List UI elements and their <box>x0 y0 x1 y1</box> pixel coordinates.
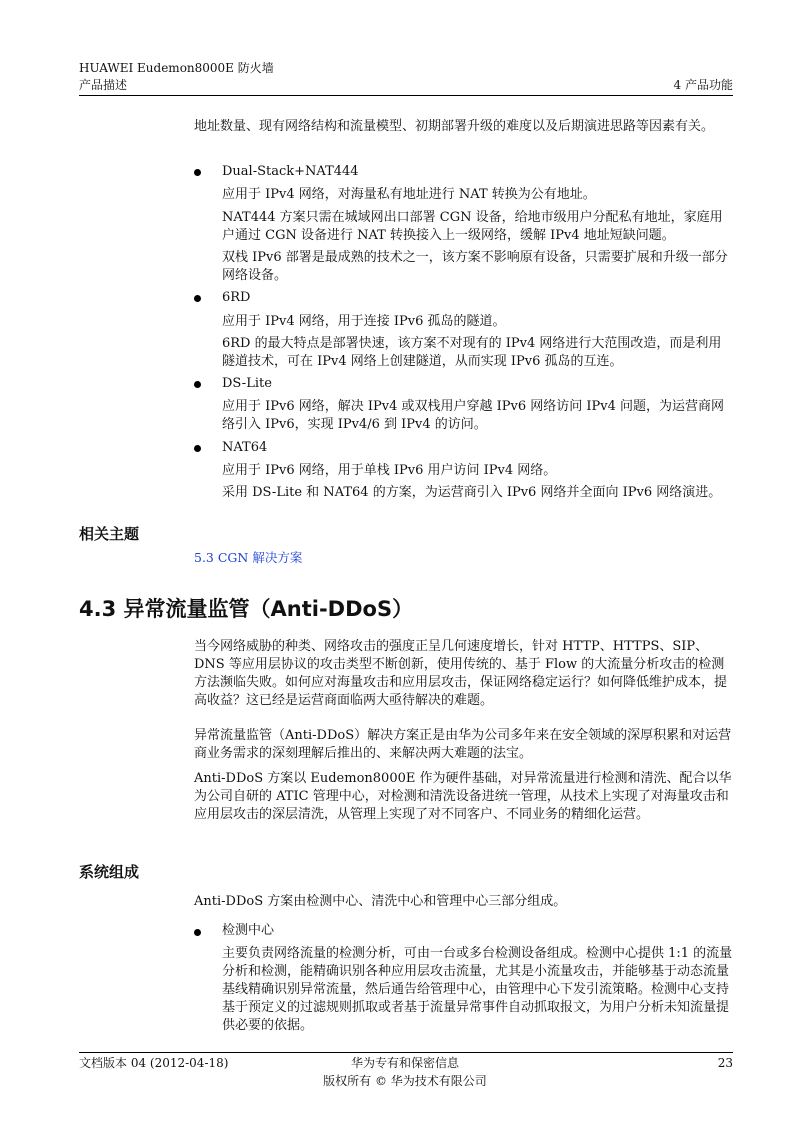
related-topics-heading: 相关主题 <box>79 525 140 543</box>
system-intro: Anti-DDoS 方案由检测中心、清洗中心和管理中心三部分组成。 <box>194 894 567 909</box>
bullet-dot <box>194 445 201 452</box>
footer-copyright: 版权所有 © 华为技术有限公司 <box>323 1074 487 1088</box>
bullet-title-ds-lite: DS-Lite <box>222 376 272 391</box>
bullet-paragraph: 应用于 IPv6 网络，解决 IPv4 或双栈用户穿越 IPv6 网络访问 IPv4 问题，为运营商网络引入 IPv6，实现 IPv4/6 到 IPv4 的访问。 <box>222 399 725 432</box>
header-doc-type: 产品描述 <box>79 78 128 92</box>
bullet-dot <box>194 929 201 936</box>
bullet-dot <box>194 295 201 302</box>
header-chapter: 4 产品功能 <box>673 78 733 92</box>
footer-page-number: 23 <box>717 1056 733 1070</box>
bullet-paragraph: 采用 DS-Lite 和 NAT64 的方案，为运营商引入 IPv6 网络并全面向 IPv6 网络演进。 <box>222 485 722 500</box>
footer-rule <box>79 1052 733 1053</box>
bullet-paragraph: 主要负责网络流量的检测分析，可由一台或多台检测设备组成。检测中心提供 1:1 的流量分析和检测，能精确识别各种应用层攻击流量，尤其是小流量攻击，并能够基于动态流量基线精确识别异常流量，然后通告给管理中心，由管理中心下发引流策略。检测中心支持基于预定义的过滤规则抓取或者基于流量异常事件自动抓取报文，为用户分析未知流量提供必要的依据。 <box>222 946 733 1033</box>
related-topic-link[interactable]: 5.3 CGN 解决方案 <box>194 550 303 565</box>
footer-version: 文档版本 04 (2012-04-18) <box>79 1056 229 1070</box>
section-paragraph-3: Anti-DDoS 方案以 Eudemon8000E 作为硬件基础，对异常流量进行检测和清洗、配合以华为公司自研的 ATIC 管理中心，对检测和清洗设备进统一管理，从技术上实现了对海量攻击和应用层攻击的深层清洗，从管理上实现了对不同客户、不同业务的精细化运营。 <box>194 771 732 822</box>
bullet-paragraph: 双栈 IPv6 部署是最成熟的技术之一，该方案不影响原有设备，只需要扩展和升级一部分网络设备。 <box>222 250 728 283</box>
header-rule <box>79 95 733 96</box>
bullet-title-detection-center: 检测中心 <box>222 923 275 938</box>
bullet-paragraph: 应用于 IPv4 网络，用于连接 IPv6 孤岛的隧道。 <box>222 314 506 329</box>
intro-continuation: 地址数量、现有网络结构和流量模型、初期部署升级的难度以及后期演进思路等因素有关。 <box>194 119 715 134</box>
footer-confidential: 华为专有和保密信息 <box>350 1056 459 1070</box>
section-title: 4.3 异常流量监管（Anti-DDoS） <box>79 597 414 621</box>
section-paragraph-1: 当今网络威胁的种类、网络攻击的强度正呈几何速度增长，针对 HTTP、HTTPS、SIP、DNS 等应用层协议的攻击类型不断创新，使用传统的、基于 Flow 的大流量分析攻击的检测方法濒临失败。如何应对海量攻击和应用层攻击，保证网络稳定运行？如何降低维护成本，提高收益？这已经是运营商面临两大亟待解决的难题。 <box>194 639 728 708</box>
bullet-title-dual-stack: Dual-Stack+NAT444 <box>222 164 359 179</box>
bullet-paragraph: NAT444 方案只需在城域网出口部署 CGN 设备，给地市级用户分配私有地址，家庭用户通过 CGN 设备进行 NAT 转换接入上一级网络，缓解 IPv4 地址短缺问题。 <box>222 210 723 243</box>
bullet-paragraph: 应用于 IPv4 网络，对海量私有地址进行 NAT 转换为公有地址。 <box>222 187 596 202</box>
bullet-title-6rd: 6RD <box>222 290 251 305</box>
section-paragraph-2: 异常流量监管（Anti-DDoS）解决方案正是由华为公司多年来在安全领域的深厚积累和对运营商业务需求的深刻理解后推出的、来解决两大难题的法宝。 <box>194 728 732 761</box>
bullet-dot <box>194 169 201 176</box>
bullet-dot <box>194 381 201 388</box>
system-heading: 系统组成 <box>79 863 140 881</box>
header-product: HUAWEI Eudemon8000E 防火墙 <box>79 61 274 75</box>
bullet-paragraph: 应用于 IPv6 网络，用于单栈 IPv6 用户访问 IPv4 网络。 <box>222 463 557 478</box>
bullet-title-nat64: NAT64 <box>222 440 268 455</box>
bullet-paragraph: 6RD 的最大特点是部署快速，该方案不对现有的 IPv4 网络进行大范围改造，而是利用隧道技术，可在 IPv4 网络上创建隧道，从而实现 IPv6 孤岛的互连。 <box>222 336 722 369</box>
